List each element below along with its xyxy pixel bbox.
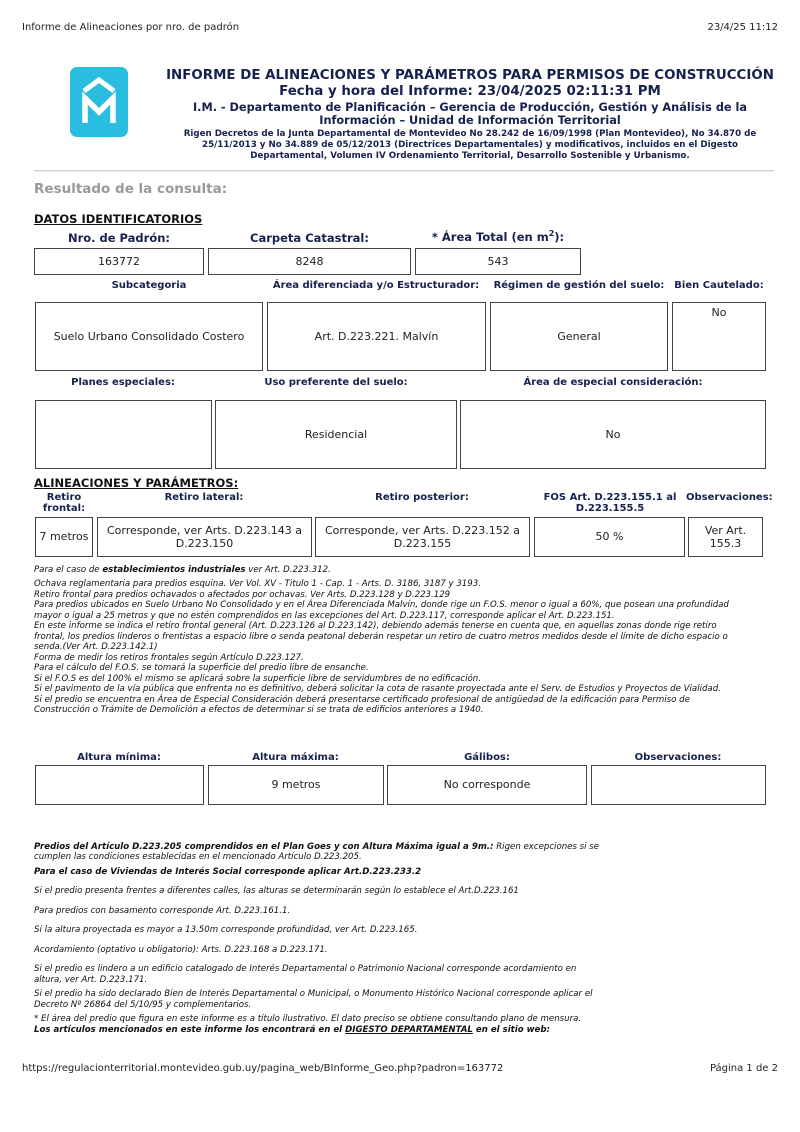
report-title: INFORME DE ALINEACIONES Y PARÁMETROS PARA PERMISOS DE CONSTRUCCIÓN	[166, 68, 774, 83]
note-vivienda-social: Para el caso de Viviendas de Interés Social corresponde aplicar Art.D.223.233.2	[34, 866, 422, 877]
note-retiro-ochavados: Retiro frontal para predios ochavados o afectados por ochavas. Ver Arts. D.223.128 y D.223.129	[34, 589, 451, 600]
especial-value: No	[460, 400, 766, 469]
note-area-ilustrativa: * El área del predio que figura en este informe es a título ilustrativo. El dato preciso se obtiene consultando plano de mensura.	[34, 1014, 582, 1025]
bien-cautelado-value: No	[672, 302, 766, 371]
padron-label: Nro. de Padrón:	[67, 231, 171, 245]
note-plan-goes: Predios del Artículo D.223.205 comprendidos en el Plan Goes y con Altura Máxima igual a 9m.: Rigen excepciones si se cumplen las condiciones establecidas en el mencionado Artículo D.223.205.	[34, 842, 600, 863]
retiro-lateral-label: Retiro lateral:	[164, 492, 244, 503]
note-especial-consideracion: Si el predio se encuentra en Área de Especial Consideración deberá presentarse certificado profesional de antigüedad de la edificación para Permiso de Construcción o Trámite de Demolición a efectos de determinar si se trata de edificios anteriores a 1940.	[34, 694, 690, 716]
regimen-value: General	[490, 302, 668, 371]
report-decrees: Rigen Decretos de la Junta Departamental de Montevideo No 28.242 de 16/09/1998 (Plan Montevideo), No 34.870 de 25/11/2013 y No 34.889 de 05/12/2013 (Directrices Departamentales) y modificativos, incluidos en el Digesto Departamental, Volumen IV Ordenamiento Territorial, Desarrollo Sostenible y Urbanismo.	[183, 129, 757, 161]
fos-value: 50 %	[534, 517, 685, 557]
note-bien-interes: Si el predio ha sido declarado Bien de Interés Departamental o Municipal, o Monumento Histórico Nacional corresponde aplicar el Decreto Nº 26864 del 5/10/95 y complementarios.	[34, 989, 593, 1010]
altura-maxima-label: Altura máxima:	[252, 752, 339, 763]
note-lindero-catalogado: Si el predio es lindero a un edificio catalogado de Interés Departamental o Patrimonio Nacional corresponde acordamiento en altura, ver Art. D.223.171.	[34, 964, 577, 985]
regimen-label: Régimen de gestión del suelo:	[493, 280, 665, 291]
observaciones-alturas-label: Observaciones:	[634, 752, 722, 763]
retiro-posterior-label: Retiro posterior:	[375, 492, 469, 503]
print-footer-url: https://regulacionterritorial.montevideo.gub.uy/pagina_web/BInforme_Geo.php?padron=163772	[22, 1063, 504, 1074]
note-acordamiento: Acordamiento (optativo u obligatorio): Arts. D.223.168 a D.223.171.	[34, 944, 328, 955]
print-header-title: Informe de Alineaciones por nro. de padrón	[22, 22, 240, 33]
area-value: 543	[415, 248, 581, 275]
print-header-datetime: 23/4/25 11:12	[707, 22, 778, 33]
planes-value	[35, 400, 212, 469]
padron-value: 163772	[34, 248, 204, 275]
digesto-link[interactable]: DIGESTO DEPARTAMENTAL	[345, 1024, 473, 1035]
section-alineaciones: ALINEACIONES Y PARÁMETROS:	[34, 476, 239, 490]
uso-label: Uso preferente del suelo:	[264, 377, 408, 388]
print-footer-page: Página 1 de 2	[709, 1063, 778, 1074]
note-retiro-general: En este informe se indica el retiro frontal general (Art. D.223.126 al D.223.142), debiendo además tenerse en cuenta que, en aquellas zonas donde rige retiro frontal, los predios linderos o frentistas a espacio libre o senda peatonal deberán respetar un retiro de cuatro metros medidos desde el límite de dicho espacio o senda.(Ver Art. D.223.142.1)	[34, 621, 728, 653]
uso-value: Residencial	[215, 400, 457, 469]
im-logo	[70, 67, 128, 137]
note-digesto: Los artículos mencionados en este informe los encontrará en el DIGESTO DEPARTAMENTAL en el sitio web:	[34, 1024, 550, 1035]
galibos-value: No corresponde	[387, 765, 587, 805]
area-diferenciada-value: Art. D.223.221. Malvín	[267, 302, 486, 371]
area-label: * Área Total (en $m^2$):	[431, 229, 565, 244]
altura-maxima-value: 9 metros	[208, 765, 384, 805]
galibos-label: Gálibos:	[464, 752, 510, 763]
observaciones-alineaciones-label: Observaciones:	[686, 492, 773, 503]
retiro-frontal-value: 7 metros	[35, 517, 93, 557]
section-identificatorios: DATOS IDENTIFICATORIOS	[34, 212, 203, 226]
carpeta-label: Carpeta Catastral:	[250, 231, 369, 245]
note-fos-100: Si el F.O.S es del 100% el mismo se aplicará sobre la superficie libre de servidumbres de no edificación.	[34, 673, 481, 684]
subcategoria-value: Suelo Urbano Consolidado Costero	[35, 302, 263, 371]
logo-mark-icon	[70, 67, 128, 137]
note-ochava: Ochava reglamentaria para predios esquina. Ver Vol. XV - Titulo 1 - Cap. 1 - Arts. D. 3186, 3187 y 3193.	[34, 579, 481, 590]
altura-minima-label: Altura mínima:	[77, 752, 161, 763]
planes-label: Planes especiales:	[71, 377, 175, 388]
note-calculo-fos: Para el cálculo del F.O.S. se tomará la superficie del predio libre de ensanche.	[34, 663, 369, 674]
retiro-frontal-label: Retiro frontal:	[42, 492, 86, 514]
note-altura-13-50: Si la altura proyectada es mayor a 13.50m corresponde profundidad, ver Art. D.223.165.	[34, 925, 418, 936]
note-industriales: Para el caso de establecimientos industriales ver Art. D.223.312.	[34, 565, 331, 575]
header-divider	[34, 170, 774, 172]
note-forma-medir: Forma de medir los retiros frontales según Artículo D.223.127.	[34, 652, 304, 663]
altura-minima-value	[35, 765, 204, 805]
subcategoria-label: Subcategoria	[111, 280, 187, 291]
especial-label: Área de especial consideración:	[523, 377, 703, 388]
notes-alturas	[34, 842, 604, 1035]
fos-label: FOS Art. D.223.155.1 al D.223.155.5	[543, 492, 677, 514]
retiro-lateral-value: Corresponde, ver Arts. D.223.143 a D.223.150	[97, 517, 312, 557]
report-datetime: Fecha y hora del Informe: 23/04/2025 02:11:31 PM	[279, 84, 661, 99]
bien-cautelado-label: Bien Cautelado:	[674, 280, 764, 291]
observaciones-alineaciones-value: Ver Art. 155.3	[688, 517, 763, 557]
retiro-posterior-value: Corresponde, ver Arts. D.223.152 a D.223.155	[315, 517, 530, 557]
observaciones-alturas-value	[591, 765, 766, 805]
notes-alineaciones	[34, 565, 734, 716]
carpeta-value: 8248	[208, 248, 411, 275]
result-title: Resultado de la consulta:	[34, 181, 228, 197]
note-pavimento: Si el pavimento de la vía pública que enfrenta no es definitivo, deberá solicitar la cota de rasante proyectada ante el Serv. de Estudios y Proyectos de Vialidad.	[34, 684, 721, 695]
note-suelo-no-consolidado: Para predios ubicados en Suelo Urbano No Consolidado y en el Área Diferenciada Malvín, donde rige un F.O.S. menor o igual a 60%, que posean una profundidad mayor o igual a 25 metros y que no estén comprendidos en las excepciones del Art. D.223.117, corresponde aplicar el Art. D.223.151.	[34, 600, 729, 621]
report-department: I.M. - Departamento de Planificación – Gerencia de Producción, Gestión y Análisis de la Información – Unidad de Información Territorial	[192, 101, 748, 127]
area-diferenciada-label: Área diferenciada y/o Estructurador:	[272, 280, 480, 291]
note-frentes: Si el predio presenta frentes a diferentes calles, las alturas se determinarán según lo establece el Art.D.223.161	[34, 886, 519, 897]
note-basamento: Para predios con basamento corresponde Art. D.223.161.1.	[34, 905, 291, 916]
